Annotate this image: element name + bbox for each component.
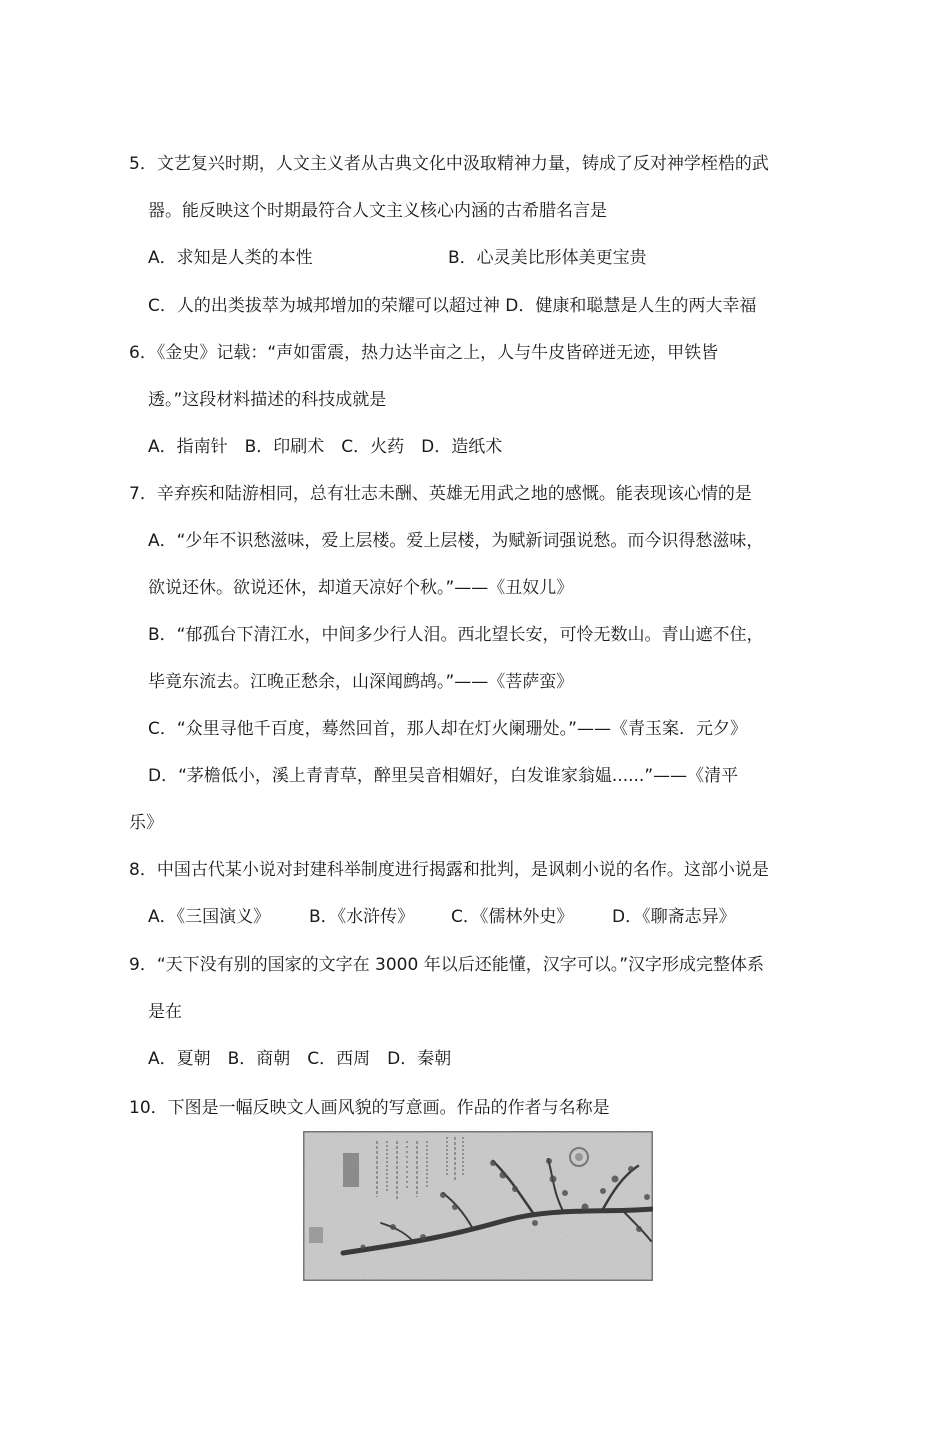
q7-option-a-line-1: A．“少年不识愁滋味，爱上层楼。爱上层楼，为赋新词强说愁。而今识得愁滋味， xyxy=(148,531,764,551)
q6-options: A．指南针 B．印刷术 C．火药 D．造纸术 xyxy=(148,437,503,457)
q8-option-d: D．《聊斋志异》 xyxy=(612,907,736,927)
q8-option-b: B．《水浒传》 xyxy=(309,907,415,927)
q8-option-c: C．《儒林外史》 xyxy=(451,907,574,927)
q5-option-b: B．心灵美比形体美更宝贵 xyxy=(448,248,647,268)
q8-options xyxy=(0,905,950,929)
q7-option-a-line-2: 欲说还休。欲说还休，却道天凉好个秋。”——《丑奴儿》 xyxy=(148,578,574,598)
q5-option-a: A．求知是人类的本性 xyxy=(148,248,313,268)
q5-stem-line-1: 5．文艺复兴时期，人文主义者从古典文化中汲取精神力量，铸成了反对神学桎梏的武 xyxy=(129,154,769,174)
q9-options: A．夏朝 B．商朝 C．西周 D．秦朝 xyxy=(148,1049,452,1069)
q5-options-c-d: C．人的出类拔萃为城邦增加的荣耀可以超过神 D．健康和聪慧是人生的两大幸福 xyxy=(148,296,757,316)
q5-stem-line-2: 器。能反映这个时期最符合人文主义核心内涵的古希腊名言是 xyxy=(148,201,607,221)
q7-option-d-line-2: 乐》 xyxy=(129,813,163,833)
q7-option-b-line-2: 毕竟东流去。江晚正愁余，山深闻鹧鸪。”——《菩萨蛮》 xyxy=(148,672,574,692)
painting-graphic xyxy=(303,1131,653,1281)
q8-stem: 8．中国古代某小说对封建科举制度进行揭露和批判，是讽刺小说的名作。这部小说是 xyxy=(129,860,769,880)
q8-option-a: A．《三国演义》 xyxy=(148,907,271,927)
q7-stem: 7．辛弃疾和陆游相同，总有壮志未酬、英雄无用武之地的感慨。能表现该心情的是 xyxy=(129,484,752,504)
q9-stem-line-2: 是在 xyxy=(148,1002,182,1022)
q6-stem-line-1: 6．《金史》记载：“声如雷震，热力达半亩之上，人与牛皮皆碎迸无迹，甲铁皆 xyxy=(129,343,719,363)
plum-blossom-painting-image xyxy=(303,1131,653,1281)
q6-stem-line-2: 透。”这段材料描述的科技成就是 xyxy=(148,390,387,410)
q9-stem-line-1: 9．“天下没有别的国家的文字在 3000 年以后还能懂，汉字可以。”汉字形成完整体系 xyxy=(129,955,764,975)
q7-option-d-line-1: D．“茅檐低小，溪上青青草，醉里吴音相媚好，白发谁家翁媪......”——《清平 xyxy=(148,766,739,786)
q10-stem: 10．下图是一幅反映文人画风貌的写意画。作品的作者与名称是 xyxy=(129,1098,610,1118)
q7-option-c: C．“众里寻他千百度，蓦然回首，那人却在灯火阑珊处。”——《青玉案．元夕》 xyxy=(148,719,747,739)
q7-option-b-line-1: B．“郁孤台下清江水，中间多少行人泪。西北望长安，可怜无数山。青山遮不住， xyxy=(148,625,764,645)
